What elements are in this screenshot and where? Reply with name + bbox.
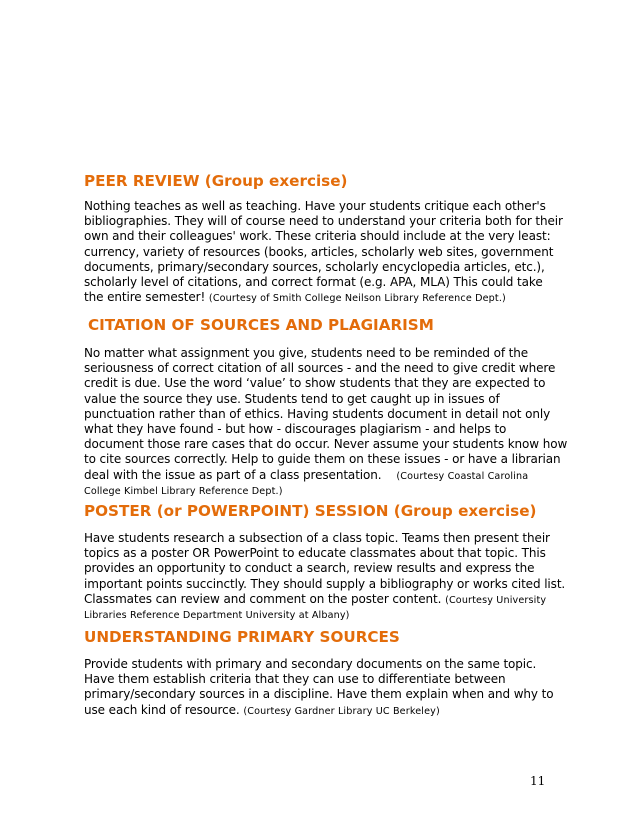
body-line: scholarly level of citations, and correct format (e.g. APA, MLA) This could take — [84, 275, 543, 290]
body-line: provides an opportunity to conduct a search, review results and express the — [84, 561, 535, 576]
body-text-end: the entire semester! — [84, 290, 206, 305]
body-line: seriousness of correct citation of all sources - and the need to give credit where — [84, 361, 556, 376]
body-line: document those rare cases that do occur. Never assume your students know how — [84, 437, 568, 452]
section-body — [84, 346, 568, 499]
body-line: Nothing teaches as well as teaching. Have your students critique each other's — [84, 199, 546, 213]
body-line: bibliographies. They will of course need to understand your criteria both for their — [84, 214, 563, 229]
section-heading: UNDERSTANDING PRIMARY SOURCES — [84, 628, 400, 646]
courtesy-note: (Courtesy Coastal Carolina — [396, 470, 529, 482]
body-line: No matter what assignment you give, students need to be reminded of the — [84, 346, 529, 360]
section-poster-session — [84, 502, 566, 623]
body-line: primary/secondary sources in a discipline. Have them explain when and why to — [84, 687, 554, 702]
body-text-end: Classmates can review and comment on the poster content. — [84, 591, 442, 606]
body-text-end: deal with the issue as part of a class presentation. — [84, 467, 382, 482]
courtesy-note: (Courtesy University — [445, 594, 547, 606]
body-line — [84, 290, 554, 306]
section-heading: PEER REVIEW (Group exercise) — [84, 172, 348, 190]
courtesy-note: (Courtesy Gardner Library UC Berkeley) — [243, 705, 440, 717]
courtesy-note: College Kimbel Library Reference Dept.) — [84, 485, 283, 497]
body-line — [84, 703, 554, 719]
section-heading: CITATION OF SOURCES AND PLAGIARISM — [88, 316, 434, 334]
body-line: punctuation rather than of ethics. Having students document in detail not only — [84, 406, 551, 421]
body-line: Have them establish criteria that they can use to differentiate between — [84, 672, 506, 687]
body-line — [84, 592, 554, 608]
courtesy-note: Libraries Reference Department University at Albany) — [84, 610, 350, 622]
body-line — [84, 468, 554, 484]
section-body — [84, 657, 554, 719]
page-number: 11 — [530, 774, 546, 788]
section-peer-review — [84, 172, 563, 306]
section-body — [84, 199, 563, 306]
body-line: documents, primary/secondary sources, scholarly encyclopedia articles, etc.), — [84, 259, 545, 274]
body-line: important points succinctly. They should supply a bibliography or works cited list. — [84, 576, 566, 591]
section-primary-sources — [84, 628, 554, 719]
section-heading: POSTER (or POWERPOINT) SESSION (Group exercise) — [84, 502, 537, 520]
body-line: what they have found - but how - discourages plagiarism - and helps to — [84, 422, 507, 437]
body-line: own and their colleagues' work. These criteria should include at the very least: — [84, 229, 551, 244]
body-line: credit is due. Use the word ‘value’ to show students that they are expected to — [84, 376, 546, 391]
body-line: topics as a poster OR PowerPoint to educate classmates about that topic. This — [84, 546, 546, 561]
section-citation-plagiarism — [84, 316, 568, 499]
body-line: value the source they use. Students tend to get caught up in issues of — [84, 391, 500, 406]
body-line: Have students research a subsection of a class topic. Teams then present their — [84, 531, 550, 545]
body-line: Provide students with primary and secondary documents on the same topic. — [84, 657, 537, 671]
body-line: currency, variety of resources (books, articles, scholarly web sites, government — [84, 244, 554, 259]
section-body — [84, 531, 566, 623]
courtesy-note: (Courtesy of Smith College Neilson Library Reference Dept.) — [208, 293, 506, 305]
body-text-end: use each kind of resource. — [84, 702, 240, 717]
body-line: to cite sources correctly. Help to guide them on these issues - or have a librarian — [84, 452, 561, 467]
